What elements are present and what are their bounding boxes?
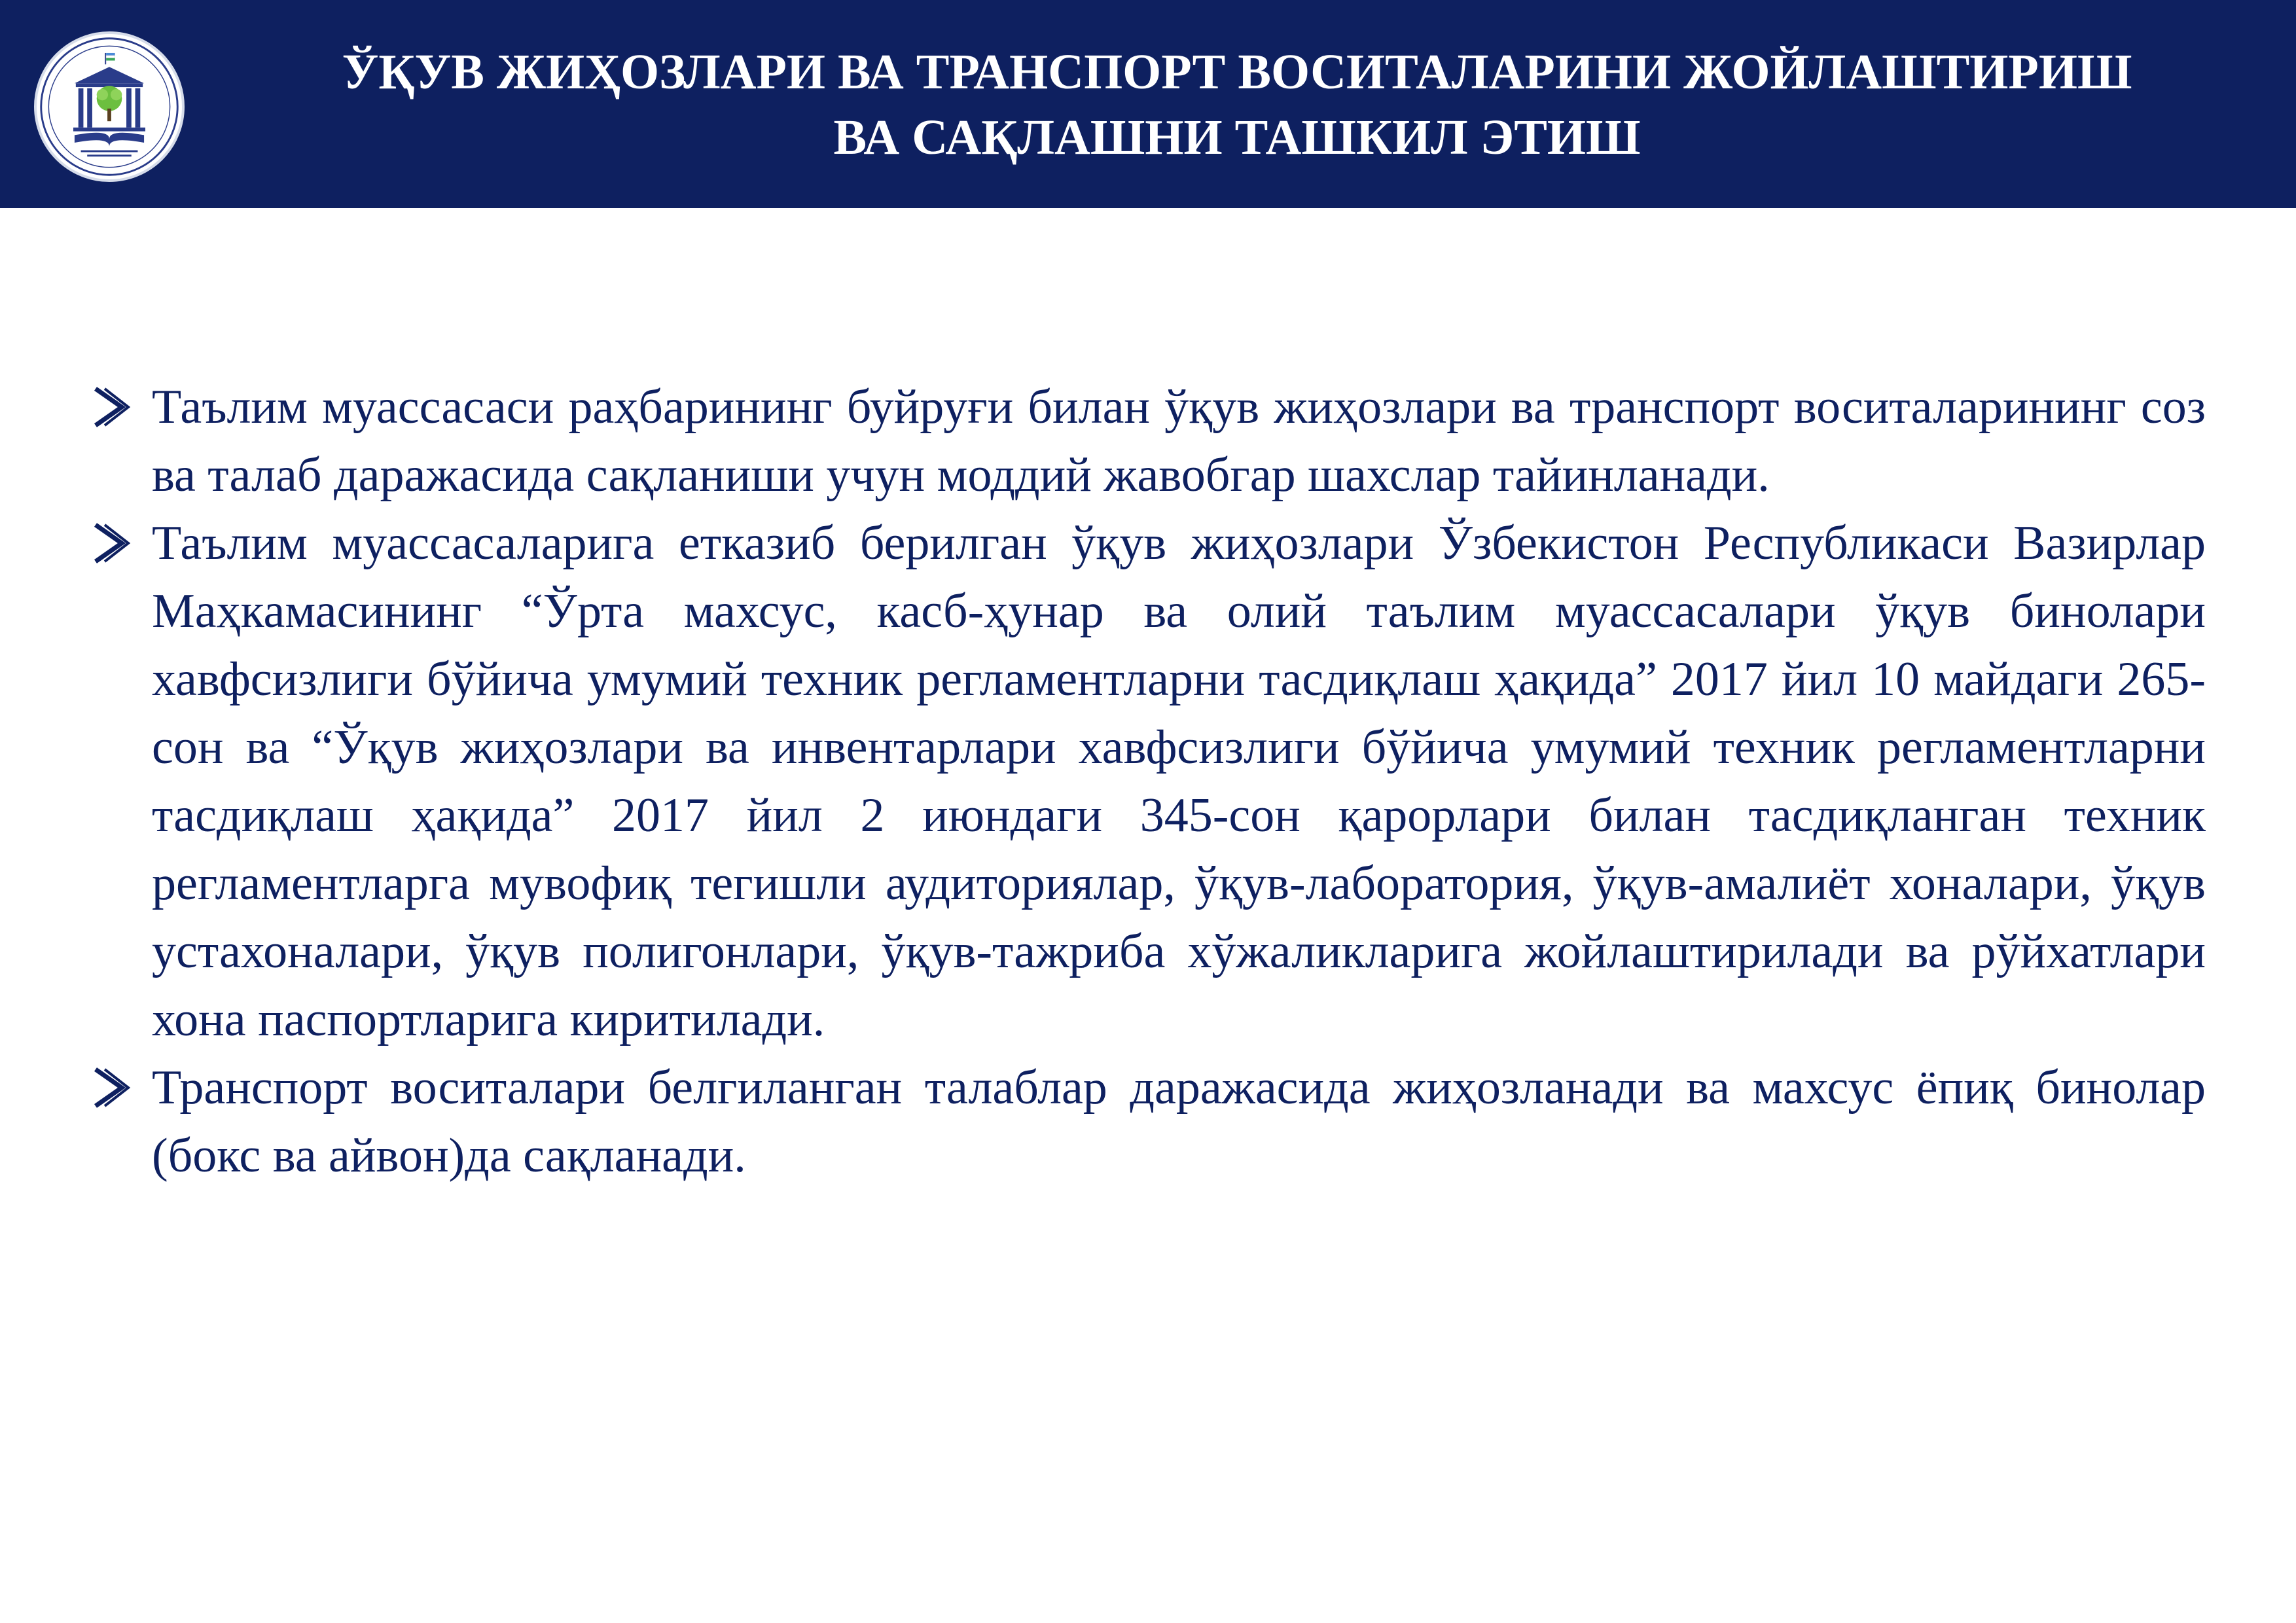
list-item: [92, 509, 2206, 1054]
list-item: [92, 373, 2206, 509]
list-item-text: Таълим муассасаларига етказиб берилган ўқув жиҳозлари Ўзбекистон Республикаси Вазирлар Маҳкамасининг “Ўрта махсус, касб-ҳунар ва олий таълим муассасалари ўқув бинолари хавфсизлиги бўйича умумий техник регламентларни тасдиқлаш ҳақида” 2017 йил 10 майдаги 265-сон ва “Ўқув жиҳозлари ва инвентарлари хавфсизлиги бўйича умумий техник регламентларни тасдиқлаш ҳақида” 2017 йил 2 июндаги 345-сон қарорлари билан тасдиқланган техник регламентларга мувофиқ тегишли аудиториялар, ўқув-лаборатория, ўқув-амалиёт хоналари, ўқув устахоналари, ўқув полигонлари, ўқув-тажриба хўжаликларига жойлаштирилади ва рўйхатлари хона паспортларига киритилади.: [152, 516, 2206, 1046]
arrow-bullet-icon: [92, 518, 132, 568]
list-item-text: Таълим муассасаси раҳбарининг буйруғи билан ўқув жиҳозлари ва транспорт воситаларининг соз ва талаб даражасида сақланиши учун моддий жавобгар шахслар тайинланади.: [152, 380, 2206, 502]
institution-emblem-icon: [34, 31, 185, 182]
header-bar: [0, 0, 2296, 208]
arrow-bullet-icon: [92, 1063, 132, 1113]
list-item-text: Транспорт воситалари белгиланган талаблар даражасида жиҳозланади ва махсус ёпиқ бинолар (бокс ва айвон)да сақланади.: [152, 1061, 2206, 1183]
page-title-line-1: ЎҚУВ ЖИҲОЗЛАРИ ВА ТРАНСПОРТ ВОСИТАЛАРИНИ ЖОЙЛАШТИРИШ: [342, 45, 2132, 99]
bullet-list: [92, 373, 2206, 1190]
page-title: [196, 39, 2278, 170]
list-item: [92, 1054, 2206, 1190]
arrow-bullet-icon: [92, 382, 132, 432]
page-title-line-2: ВА САҚЛАШНИ ТАШКИЛ ЭТИШ: [833, 110, 1641, 165]
